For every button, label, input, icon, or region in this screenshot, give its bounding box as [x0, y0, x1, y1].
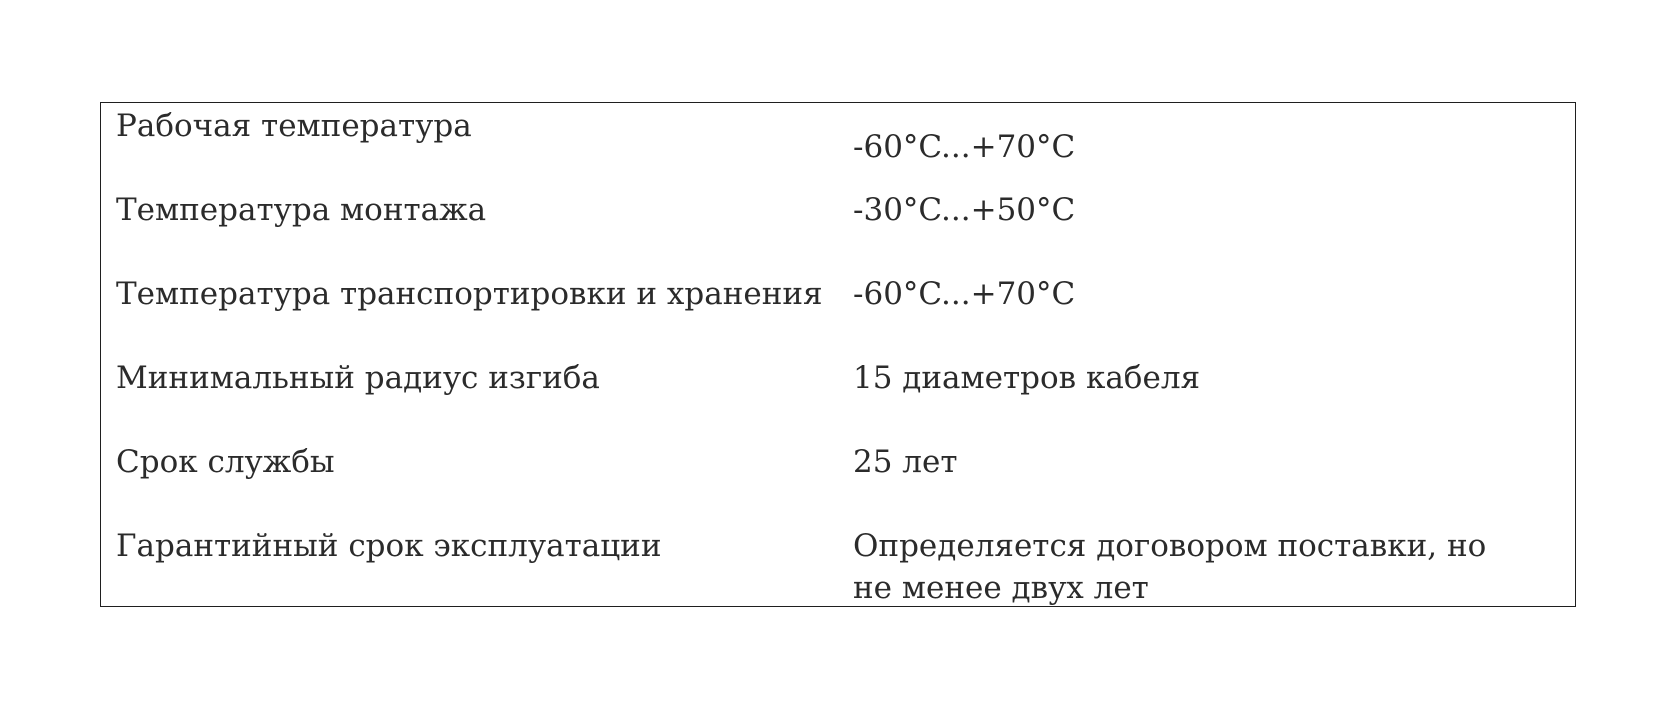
parameter-operating-temperature: Рабочая температура — [116, 108, 472, 144]
value-service-life: 25 лет — [853, 444, 958, 480]
value-operating-temperature: -60°C...+70°C — [853, 129, 1076, 165]
specifications-table — [100, 102, 1576, 607]
value-storage-temperature: -60°C...+70°C — [853, 276, 1076, 312]
value-installation-temperature: -30°C...+50°C — [853, 192, 1076, 228]
value-warranty-period: Определяется договором поставки, но не менее двух лет — [853, 528, 1487, 606]
value-min-bend-radius: 15 диаметров кабеля — [853, 360, 1201, 396]
parameter-min-bend-radius: Минимальный радиус изгиба — [116, 360, 600, 396]
parameter-warranty-period: Гарантийный срок эксплуатации — [116, 528, 662, 564]
parameter-installation-temperature: Температура монтажа — [116, 192, 487, 228]
parameter-service-life: Срок службы — [116, 444, 335, 480]
parameter-storage-temperature: Температура транспортировки и хранения — [116, 276, 823, 312]
